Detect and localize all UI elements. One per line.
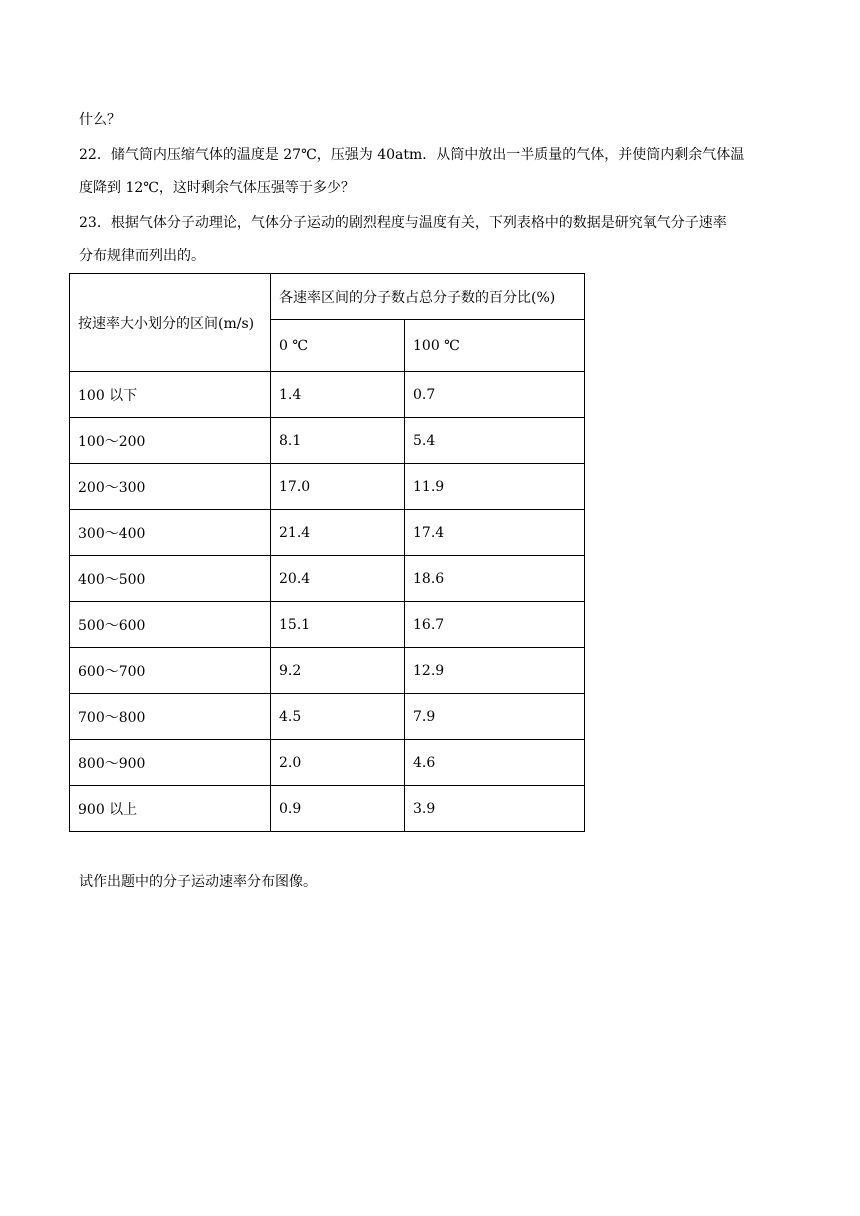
- header-percent: 各速率区间的分子数占总分子数的百分比(%): [271, 274, 585, 320]
- header-temp-100: 100 ℃: [405, 320, 585, 372]
- cell-temp-100: 4.6: [405, 740, 585, 786]
- cell-temp-0: 9.2: [271, 648, 405, 694]
- table-row: [70, 556, 585, 602]
- table-row: [70, 418, 585, 464]
- table-row: [70, 694, 585, 740]
- table-header-row: [70, 274, 585, 320]
- cell-temp-0: 15.1: [271, 602, 405, 648]
- question-22-line-1: 22．储气筒内压缩气体的温度是 27℃，压强为 40atm．从筒中放出一半质量的气体，并使筒内剩余气体温: [79, 147, 745, 163]
- question-22-line-2: 度降到 12℃，这时剩余气体压强等于多少？: [79, 180, 355, 196]
- table-row: [70, 602, 585, 648]
- cell-temp-100: 5.4: [405, 418, 585, 464]
- cell-interval: 900 以上: [70, 786, 271, 832]
- question-text-tail: 什么？: [79, 112, 121, 128]
- table-row: [70, 372, 585, 418]
- cell-interval: 500～600: [70, 602, 271, 648]
- cell-temp-100: 17.4: [405, 510, 585, 556]
- cell-interval: 200～300: [70, 464, 271, 510]
- cell-interval: 600～700: [70, 648, 271, 694]
- cell-temp-0: 8.1: [271, 418, 405, 464]
- table-row: [70, 786, 585, 832]
- cell-interval: 700～800: [70, 694, 271, 740]
- cell-temp-100: 7.9: [405, 694, 585, 740]
- cell-interval: 300～400: [70, 510, 271, 556]
- cell-interval: 100～200: [70, 418, 271, 464]
- cell-interval: 100 以下: [70, 372, 271, 418]
- cell-temp-100: 11.9: [405, 464, 585, 510]
- cell-temp-0: 2.0: [271, 740, 405, 786]
- cell-interval: 800～900: [70, 740, 271, 786]
- question-23-line-2: 分布规律而列出的。: [79, 248, 205, 264]
- cell-temp-0: 20.4: [271, 556, 405, 602]
- header-temp-0: 0 ℃: [271, 320, 405, 372]
- table-row: [70, 464, 585, 510]
- table-row: [70, 510, 585, 556]
- header-interval: 按速率大小划分的区间(m/s): [70, 274, 271, 372]
- instruction-text: 试作出题中的分子运动速率分布图像。: [79, 874, 317, 890]
- cell-temp-100: 3.9: [405, 786, 585, 832]
- cell-temp-100: 18.6: [405, 556, 585, 602]
- cell-temp-0: 21.4: [271, 510, 405, 556]
- cell-temp-0: 17.0: [271, 464, 405, 510]
- cell-interval: 400～500: [70, 556, 271, 602]
- cell-temp-0: 1.4: [271, 372, 405, 418]
- cell-temp-100: 0.7: [405, 372, 585, 418]
- cell-temp-0: 4.5: [271, 694, 405, 740]
- table-row: [70, 740, 585, 786]
- cell-temp-0: 0.9: [271, 786, 405, 832]
- question-23-line-1: 23．根据气体分子动理论，气体分子运动的剧烈程度与温度有关，下列表格中的数据是研究氧气分子速率: [79, 215, 727, 231]
- cell-temp-100: 16.7: [405, 602, 585, 648]
- table-row: [70, 648, 585, 694]
- cell-temp-100: 12.9: [405, 648, 585, 694]
- speed-distribution-table: [69, 273, 585, 832]
